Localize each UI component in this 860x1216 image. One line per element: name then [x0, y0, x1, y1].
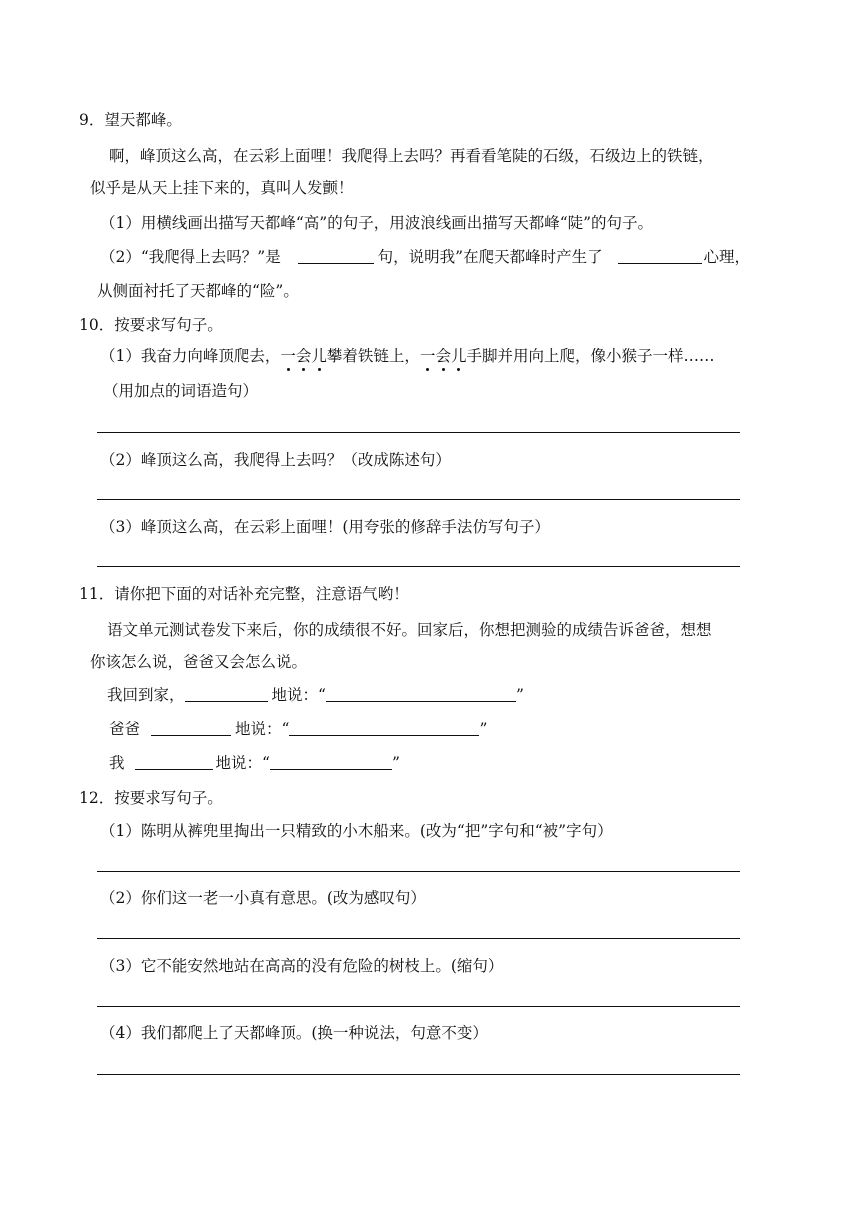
q11-blank-speech-3[interactable] — [270, 753, 392, 770]
q9-sub2 — [100, 247, 750, 267]
q9-sub2-text-b: 句，说明我”在爬天都峰时产生了 — [377, 248, 603, 266]
answer-line[interactable] — [97, 938, 740, 939]
q10-sub1-text-c: 手脚并用向上爬，像小猴子一样…… — [466, 347, 715, 365]
answer-line[interactable] — [97, 432, 740, 433]
q10-dotted-char: 会 — [435, 347, 451, 365]
q10-dotted-word-2 — [420, 347, 467, 365]
q12-sub4: （4）我们都爬上了天都峰顶。(换一种说法，句意不变） — [100, 1024, 488, 1042]
q11-line2-text-b: 地说：“ — [235, 720, 290, 738]
q12-title: 12．按要求写句子。 — [79, 789, 223, 807]
q12-sub3: （3）它不能安然地站在高高的没有危险的树枝上。(缩句） — [100, 957, 504, 975]
q11-line2-text-a: 爸爸 — [109, 720, 141, 738]
q11-line3-text-a: 我 — [109, 754, 125, 772]
q10-dotted-char: 儿 — [311, 347, 327, 365]
q11-line2-text-c: ” — [479, 720, 488, 738]
q11-blank-speech-1[interactable] — [326, 685, 516, 702]
q11-line3-text-b: 地说：“ — [215, 754, 270, 772]
q9-sub2-text-a: （2）“我爬得上去吗？”是 — [100, 248, 281, 266]
q10-sub1-note: （用加点的词语造句） — [103, 382, 259, 400]
q10-dotted-char: 儿 — [450, 347, 467, 365]
q12-sub2: （2）你们这一老一小真有意思。(改为感叹句） — [100, 889, 426, 907]
q11-line1-text-b: 地说：“ — [271, 686, 326, 704]
q11-blank-speech-2[interactable] — [289, 719, 479, 736]
q9-passage-line-2: 似乎是从天上挂下来的，真叫人发颤！ — [90, 179, 354, 197]
answer-line[interactable] — [97, 1006, 740, 1007]
q10-dotted-word-1 — [280, 347, 327, 365]
q10-sub3: （3）峰顶这么高，在云彩上面哩！(用夸张的修辞手法仿写句子） — [100, 518, 550, 536]
q10-sub1-text-b: 攀着铁链上， — [326, 347, 420, 365]
q11-passage-line-2: 你该怎么说，爸爸又会怎么说。 — [90, 653, 308, 671]
q9-blank-sentence-type[interactable] — [298, 247, 374, 264]
q11-passage-line-1: 语文单元测试卷发下来后，你的成绩很不好。回家后，你想把测验的成绩告诉爸爸，想想 — [107, 621, 712, 639]
q9-title: 9．望天都峰。 — [79, 111, 182, 129]
q11-blank-manner-1[interactable] — [185, 685, 268, 702]
q10-sub1-text-a: （1）我奋力向峰顶爬去， — [100, 347, 281, 365]
q10-dotted-char: 会 — [295, 347, 312, 365]
q11-line1-text-a: 我回到家， — [107, 686, 185, 704]
q12-sub1: （1）陈明从裤兜里掏出一只精致的小木船来。(改为“把”字句和“被”字句） — [100, 822, 613, 840]
q9-blank-psychology[interactable] — [618, 247, 702, 264]
q9-sub2-text-c: 心理， — [703, 248, 751, 266]
answer-line[interactable] — [97, 1074, 740, 1075]
q11-dialogue-line-3 — [109, 753, 400, 773]
q9-sub1: （1）用横线画出描写天都峰“高”的句子，用波浪线画出描写天都峰“陡”的句子。 — [100, 214, 654, 232]
q11-dialogue-line-2 — [109, 719, 487, 739]
q11-line3-text-c: ” — [391, 754, 400, 772]
q11-blank-manner-2[interactable] — [151, 719, 231, 736]
q10-sub2: （2）峰顶这么高，我爬得上去吗？（改成陈述句） — [100, 451, 451, 469]
q11-blank-manner-3[interactable] — [135, 753, 213, 770]
q10-title: 10．按要求写句子。 — [79, 316, 223, 334]
answer-line[interactable] — [97, 871, 740, 872]
q10-dotted-char: 一 — [419, 347, 436, 365]
answer-line[interactable] — [97, 499, 740, 500]
q11-line1-text-c: ” — [515, 686, 524, 704]
q10-dotted-char: 一 — [280, 347, 296, 365]
q9-sub2-continuation: 从侧面衬托了天都峰的“险”。 — [97, 282, 299, 300]
q11-title: 11．请你把下面的对话补充完整，注意语气哟！ — [79, 585, 409, 603]
q10-sub1 — [100, 346, 715, 366]
q11-dialogue-line-1 — [107, 685, 524, 705]
answer-line[interactable] — [97, 566, 740, 567]
q9-passage-line-1: 啊，峰顶这么高，在云彩上面哩！我爬得上去吗？再看看笔陡的石级，石级边上的铁链， — [109, 147, 714, 165]
